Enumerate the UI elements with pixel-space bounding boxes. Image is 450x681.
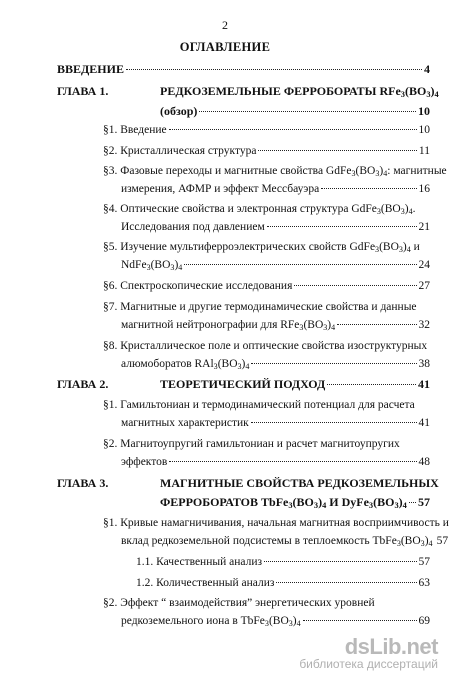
watermark-logo: dsLib.net [344,634,438,659]
toc-entry-ch1-s5-line1: §5. Изучение мультиферроэлектрических свойств $GdFe_3(BO_3)_4$ и [103,241,420,254]
toc-entry-ch1-s2: §2. Кристаллическая структура 11 [103,145,430,157]
toc-page: 4 [424,62,430,76]
toc-entry-ch3-s2-line1: §2. Эффект “ взаимодействия” энергетических уровней [103,597,375,609]
chapter-3-number: ГЛАВА 3. [57,476,109,490]
toc-entry-ch2-s2-line1: §2. Магнитоупругий гамильтониан и расчет магнитоупругих [103,438,400,450]
toc-entry-ch1-s6: §6. Спектроскопические исследования 27 [103,280,430,292]
toc-entry-intro [57,62,430,76]
toc-entry-ch2-s1-line1: §1. Гамильтониан и термодинамический потенциал для расчета [103,399,415,411]
toc-entry-ch1-s4: Исследования под давлением 21 [121,221,430,233]
toc-entry-ch2: ТЕОРЕТИЧЕСКИЙ ПОДХОД 41 [160,377,430,391]
chapter-2-title: ТЕОРЕТИЧЕСКИЙ ПОДХОД [160,377,326,391]
toc-entry-ch2-s2: эффектов 48 [121,456,430,468]
toc-entry-ch3-s1: вклад редкоземельной подсистемы в теплоемкость $TbFe_3(BO_3)_4$ 57 [121,535,449,548]
page-number: 2 [222,18,228,32]
chapter-1-subtitle: (обзор) [160,104,198,118]
toc-entry-ch1-s5: $NdFe_3(BO_3)_4$ 24 [121,259,430,272]
toc-entry-ch2-s1: магнитных характеристик 41 [121,417,430,429]
toc-entry-ch1-s8-line1: §8. Кристаллическое поле и оптические свойства изоструктурных [103,340,428,352]
toc-leader [126,69,422,70]
toc-entry-ch1-s4-line1: §4. Оптические свойства и электронная структура $GdFe_3(BO_3)_4$. [103,203,416,216]
toc-entry-ch3-s2: редкоземельного иона в $TbFe_3(BO_3)_4$ 69 [121,615,430,628]
toc-entry-ch3-s1-2: 1.2. Количественный анализ 63 [136,577,430,589]
toc-entry-ch1-s7: магнитной нейтронографии для $RFe_3(BO_3)_4$ 32 [121,319,430,332]
toc-leader [199,111,416,112]
toc-entry-ch3-s1-1: 1.1. Качественный анализ 57 [136,556,430,568]
toc-entry-ch1-s3: измерения, АФМР и эффект Мессбауэра 16 [121,183,430,195]
toc-entry-ch3-s1-line1: §1. Кривые намагничивания, начальная магнитная восприимчивость и [103,517,449,529]
chapter-1-title: РЕДКОЗЕМЕЛЬНЫЕ ФЕРРОБОРАТЫ $RFe_3(BO_3)_4$ [160,84,439,100]
chapter-2-number: ГЛАВА 2. [57,377,109,391]
toc-entry-ch1-s8: алюмоборатов $RAl_3(BO_3)_4$ 38 [121,358,430,371]
watermark-subtitle: библиотека диссертаций [299,657,438,671]
toc-entry-ch1-s1: §1. Введение 10 [103,124,430,136]
chapter-3-title: МАГНИТНЫЕ СВОЙСТВА РЕДКОЗЕМЕЛЬНЫХ [160,476,439,490]
dslib-watermark [299,634,438,671]
toc-entry-ch1 [160,104,430,118]
toc-entry-ch3: ФЕРРОБОРАТОВ $TbFe_3(BO_3)_4$ И $DyFe_3(BO_3)_4$ 57 [160,495,430,511]
toc-title: ОГЛАВЛЕНИЕ [179,40,271,54]
toc-entry-ch1-s7-line1: §7. Магнитные и другие термодинамические свойства и данные [103,301,417,313]
chapter-1-number: ГЛАВА 1. [57,84,109,98]
toc-entry-ch1-s3-line1: §3. Фазовые переходы и магнитные свойства $GdFe_3(BO_3)_4$: магнитные [103,165,447,178]
toc-entry-label: ВВЕДЕНИЕ [57,62,124,76]
toc-page: 10 [418,104,430,118]
chapter-3-title-line2: ФЕРРОБОРАТОВ $TbFe_3(BO_3)_4$ И $DyFe_3(BO_3)_4$ [160,495,407,511]
